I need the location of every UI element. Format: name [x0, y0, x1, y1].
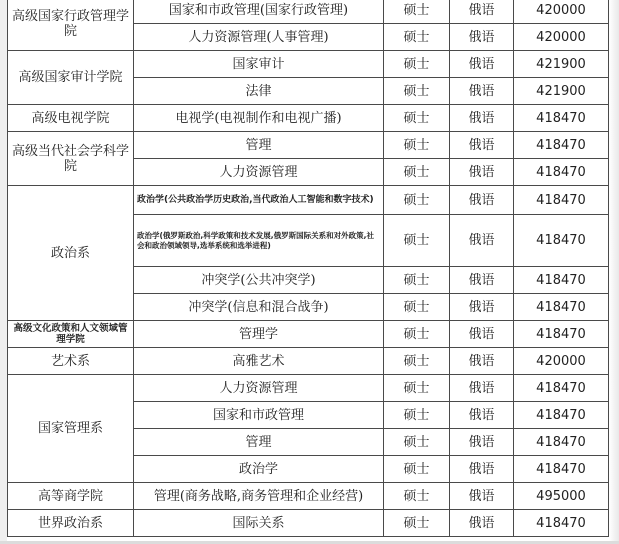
right-edge-shadow: [609, 0, 619, 544]
fee-cell: 418470: [514, 321, 609, 348]
degree-cell: 硕士: [384, 24, 450, 51]
program-cell: 国家和市政管理: [134, 402, 384, 429]
fee-cell: 418470: [514, 159, 609, 186]
program-cell: 人力资源管理: [134, 159, 384, 186]
degree-cell: 硕士: [384, 51, 450, 78]
table-row: [8, 510, 609, 537]
institute-cell: 高级国家审计学院: [8, 51, 134, 105]
table-row: [8, 132, 609, 159]
fee-cell: 418470: [514, 510, 609, 537]
tuition-table: [7, 0, 609, 537]
language-cell: 俄语: [450, 348, 514, 375]
degree-cell: 硕士: [384, 348, 450, 375]
table-row: [8, 51, 609, 78]
fee-cell: 418470: [514, 375, 609, 402]
program-cell: 国际关系: [134, 510, 384, 537]
table-row: [8, 105, 609, 132]
degree-cell: 硕士: [384, 321, 450, 348]
language-cell: 俄语: [450, 510, 514, 537]
language-cell: 俄语: [450, 483, 514, 510]
institute-cell: 艺术系: [8, 348, 134, 375]
institute-cell: 政治系: [8, 186, 134, 321]
program-cell: 法律: [134, 78, 384, 105]
degree-cell: 硕士: [384, 215, 450, 267]
degree-cell: 硕士: [384, 159, 450, 186]
fee-cell: 420000: [514, 348, 609, 375]
degree-cell: 硕士: [384, 267, 450, 294]
fee-cell: 418470: [514, 132, 609, 159]
language-cell: 俄语: [450, 24, 514, 51]
institute-cell: 高级文化政策和人文领域管理学院: [8, 321, 134, 348]
degree-cell: 硕士: [384, 510, 450, 537]
degree-cell: 硕士: [384, 78, 450, 105]
fee-cell: 418470: [514, 456, 609, 483]
degree-cell: 硕士: [384, 294, 450, 321]
language-cell: 俄语: [450, 105, 514, 132]
fee-cell: 495000: [514, 483, 609, 510]
fee-cell: 418470: [514, 105, 609, 132]
institute-cell: 高等商学院: [8, 483, 134, 510]
fee-cell: 421900: [514, 78, 609, 105]
degree-cell: 硕士: [384, 456, 450, 483]
institute-cell: 国家管理系: [8, 375, 134, 483]
table-row: [8, 348, 609, 375]
degree-cell: 硕士: [384, 186, 450, 215]
institute-cell: 高级国家行政管理学院: [8, 0, 134, 51]
fee-cell: 418470: [514, 429, 609, 456]
language-cell: 俄语: [450, 429, 514, 456]
program-cell: 国家和市政管理(国家行政管理): [134, 0, 384, 24]
table-row: [8, 321, 609, 348]
program-cell: 人力资源管理(人事管理): [134, 24, 384, 51]
program-cell: 管理: [134, 132, 384, 159]
program-cell: 冲突学(公共冲突学): [134, 267, 384, 294]
degree-cell: 硕士: [384, 132, 450, 159]
table-row: [8, 483, 609, 510]
fee-cell: 418470: [514, 215, 609, 267]
institute-cell: 世界政治系: [8, 510, 134, 537]
fee-cell: 418470: [514, 267, 609, 294]
language-cell: 俄语: [450, 375, 514, 402]
language-cell: 俄语: [450, 132, 514, 159]
program-cell: 政治学(俄罗斯政治,科学政策和技术发展,俄罗斯国际关系和对外政策,社会和政治领域领导,选举系统和选举进程): [134, 215, 384, 267]
language-cell: 俄语: [450, 78, 514, 105]
left-margin: [0, 0, 7, 544]
fee-cell: 418470: [514, 294, 609, 321]
program-cell: 政治学(公共政治学历史政治,当代政治人工智能和数字技术): [134, 186, 384, 215]
language-cell: 俄语: [450, 321, 514, 348]
language-cell: 俄语: [450, 456, 514, 483]
language-cell: 俄语: [450, 294, 514, 321]
degree-cell: 硕士: [384, 483, 450, 510]
language-cell: 俄语: [450, 51, 514, 78]
language-cell: 俄语: [450, 186, 514, 215]
program-cell: 政治学: [134, 456, 384, 483]
language-cell: 俄语: [450, 402, 514, 429]
program-cell: 管理学: [134, 321, 384, 348]
institute-cell: 高级当代社会学科学院: [8, 132, 134, 186]
table-row: [8, 186, 609, 215]
fee-cell: 418470: [514, 186, 609, 215]
degree-cell: 硕士: [384, 429, 450, 456]
language-cell: 俄语: [450, 159, 514, 186]
program-cell: 管理: [134, 429, 384, 456]
language-cell: 俄语: [450, 267, 514, 294]
program-cell: 冲突学(信息和混合战争): [134, 294, 384, 321]
program-cell: 管理(商务战略,商务管理和企业经营): [134, 483, 384, 510]
degree-cell: 硕士: [384, 375, 450, 402]
fee-cell: 420000: [514, 24, 609, 51]
fee-cell: 420000: [514, 0, 609, 24]
degree-cell: 硕士: [384, 105, 450, 132]
language-cell: 俄语: [450, 0, 514, 24]
table-row: [8, 375, 609, 402]
table-row: [8, 0, 609, 24]
program-cell: 高雅艺术: [134, 348, 384, 375]
fee-cell: 421900: [514, 51, 609, 78]
fee-cell: 418470: [514, 402, 609, 429]
degree-cell: 硕士: [384, 402, 450, 429]
program-cell: 国家审计: [134, 51, 384, 78]
language-cell: 俄语: [450, 215, 514, 267]
program-cell: 人力资源管理: [134, 375, 384, 402]
degree-cell: 硕士: [384, 0, 450, 24]
institute-cell: 高级电视学院: [8, 105, 134, 132]
program-cell: 电视学(电视制作和电视广播): [134, 105, 384, 132]
